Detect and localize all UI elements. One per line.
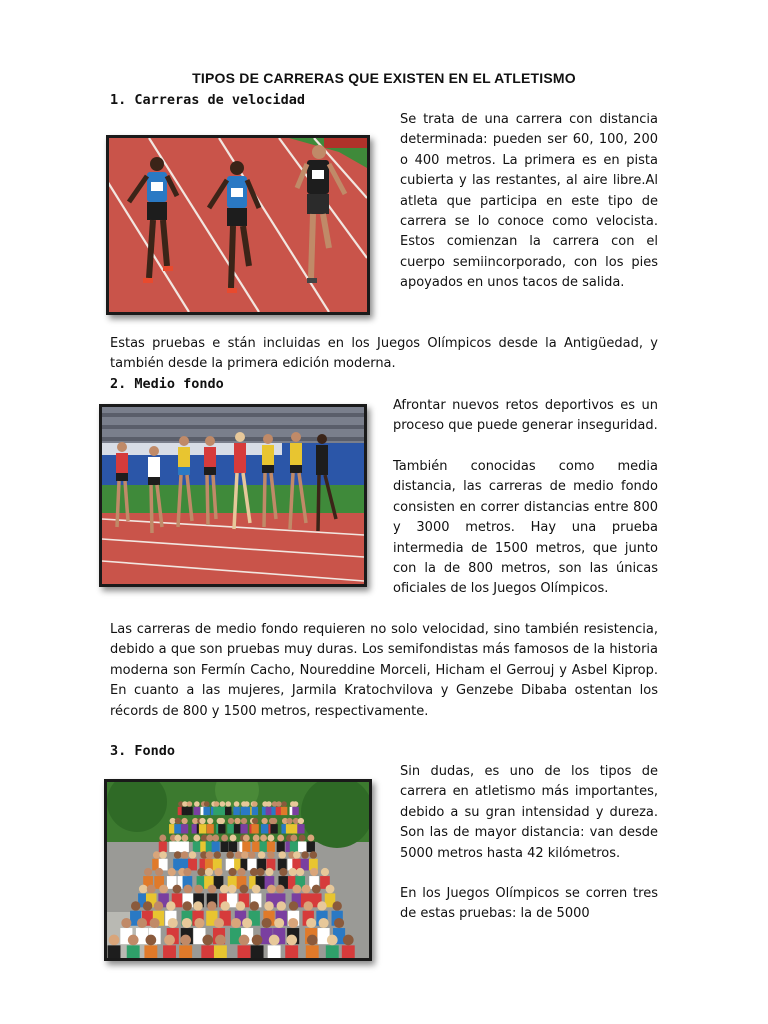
crowd-runner <box>301 851 310 870</box>
velocidad-side-text: Se trata de una carrera con distancia determinada: pueden ser 60, 100, 200 o 400 metros. La primera es en pista cubierta y las restantes, al aire libre.Al atleta que participa en este tipo de carrera se lo conoce como velocista. Estos comienzan la carrera con el cuerpo semiincorporado, con los pies apoyados en unos tacos de salida. <box>400 112 658 291</box>
medio-fondo-side-text: También conocidas como media distancia, las carreras de medio fondo consisten en correr distancias entre 800 y 3000 metros. Hay una prueba intermedia de 1500 metros, que junto con la de 800 metros, son las únicas oficiales de los Juegos Olímpicos. <box>393 459 658 597</box>
sprinters-image <box>109 138 367 312</box>
crowd-runner <box>163 935 176 958</box>
crowd-runner <box>281 801 288 815</box>
crowd-runner <box>213 851 222 870</box>
crowd-runner <box>159 835 167 852</box>
crowd-runner <box>174 818 181 834</box>
crowd-runner <box>286 818 293 834</box>
crowd-runner <box>298 835 306 852</box>
crowd-runner <box>257 851 266 870</box>
crowd-runner <box>229 835 237 852</box>
section-heading-medio-fondo: 2. Medio fondo <box>110 376 224 392</box>
fondo-olympics-text: En los Juegos Olímpicos se corren tres de estas pruebas: la de 5000 <box>400 886 658 922</box>
middle-distance-image <box>102 407 364 584</box>
crowd-runner <box>221 835 229 852</box>
crowd-runner <box>194 801 201 815</box>
crowd-runner <box>252 835 260 852</box>
crowd-runner <box>188 851 197 870</box>
crowd-runner <box>326 935 339 958</box>
crowd-runner <box>251 935 264 958</box>
crowd-runner <box>234 818 241 834</box>
crowd-runner <box>181 818 188 834</box>
medio-fondo-full-text: Las carreras de medio fondo requieren no solo velocidad, sino también resistencia, debido a que son pruebas muy duras. Los semifondistas más famosos de la historia moderna son Fermín Cacho, Noureddine Morceli, Hicham el Gerrouj y Asbel Kiprop. En cuanto a las mujeres, Jarmila Kratochvilova y Genzebe Dibaba ostentan los récords de 800 y 1500 metros, respectivamente. <box>110 622 658 719</box>
section-heading-fondo: 3. Fondo <box>110 743 176 759</box>
crowd-runner <box>240 818 247 834</box>
crowd-runner <box>193 835 201 852</box>
crowd-runner <box>278 851 287 870</box>
crowd-runner <box>174 835 182 852</box>
fondo-side-text: Sin dudas, es uno de los tipos de carrera en atletismo más importantes, debido a su gran intensidad y dureza. Son las de mayor distancia: van desde 5000 metros hasta 42 kilómetros. <box>400 764 658 861</box>
crowd-runner <box>181 835 189 852</box>
crowd-runner <box>292 801 299 815</box>
crowd-runner <box>225 801 232 815</box>
document-title: TIPOS DE CARRERAS QUE EXISTEN EN EL ATLETISMO <box>192 70 576 86</box>
crowd-runner <box>242 835 250 852</box>
middle-distance-photo <box>99 404 367 587</box>
crowd-runner <box>252 801 259 815</box>
crowd-runner <box>277 835 285 852</box>
medio-fondo-intro-text: Afrontar nuevos retos deportivos es un proceso que puede generar inseguridad. <box>393 398 658 434</box>
crowd-runner <box>260 835 268 852</box>
crowd-runner <box>292 851 301 870</box>
crowd-runner <box>307 835 315 852</box>
crowd-runner <box>226 851 235 870</box>
crowd-runner <box>247 851 256 870</box>
crowd-runner <box>266 851 275 870</box>
crowd-runner <box>179 935 192 958</box>
crowd-runner <box>205 851 214 870</box>
crowd-runner <box>267 835 275 852</box>
sprinters-photo <box>106 135 370 315</box>
crowd-runner <box>297 818 304 834</box>
crowd-runner <box>233 801 240 815</box>
velocidad-full-text: Estas pruebas e stán incluidas en los Juegos Olímpicos desde la Antigüedad, y también desde la primera edición moderna. <box>110 336 658 372</box>
crowd-runner <box>290 835 298 852</box>
crowd-runner <box>261 818 268 834</box>
crowd-runner <box>206 818 213 834</box>
crowd-runner <box>266 801 273 815</box>
crowd-runner <box>212 835 220 852</box>
crowd-runner <box>306 935 319 958</box>
crowd-runner <box>243 801 250 815</box>
crowd-runner <box>219 801 226 815</box>
crowd-runner <box>186 801 193 815</box>
crowd-runner <box>268 935 281 958</box>
crowd-runner <box>309 851 318 870</box>
crowd-runner <box>199 818 206 834</box>
crowd-runner <box>285 935 298 958</box>
crowd-runner <box>214 935 227 958</box>
crowd-runner <box>213 801 220 815</box>
crowd-runner <box>201 935 214 958</box>
crowd-runner <box>227 818 234 834</box>
marathon-photo <box>104 779 372 961</box>
marathon-image <box>107 782 369 958</box>
crowd-runner <box>238 935 251 958</box>
crowd-runner <box>144 935 157 958</box>
crowd-runner <box>270 818 277 834</box>
section-heading-velocidad: 1. Carreras de velocidad <box>110 92 306 108</box>
crowd-runner <box>251 818 258 834</box>
crowd-runner <box>342 935 355 958</box>
crowd-runner <box>180 851 189 870</box>
crowd-runner <box>108 935 121 958</box>
crowd-runner <box>159 851 168 870</box>
crowd-runner <box>203 801 210 815</box>
crowd-runner <box>218 818 225 834</box>
crowd-runner <box>127 935 140 958</box>
